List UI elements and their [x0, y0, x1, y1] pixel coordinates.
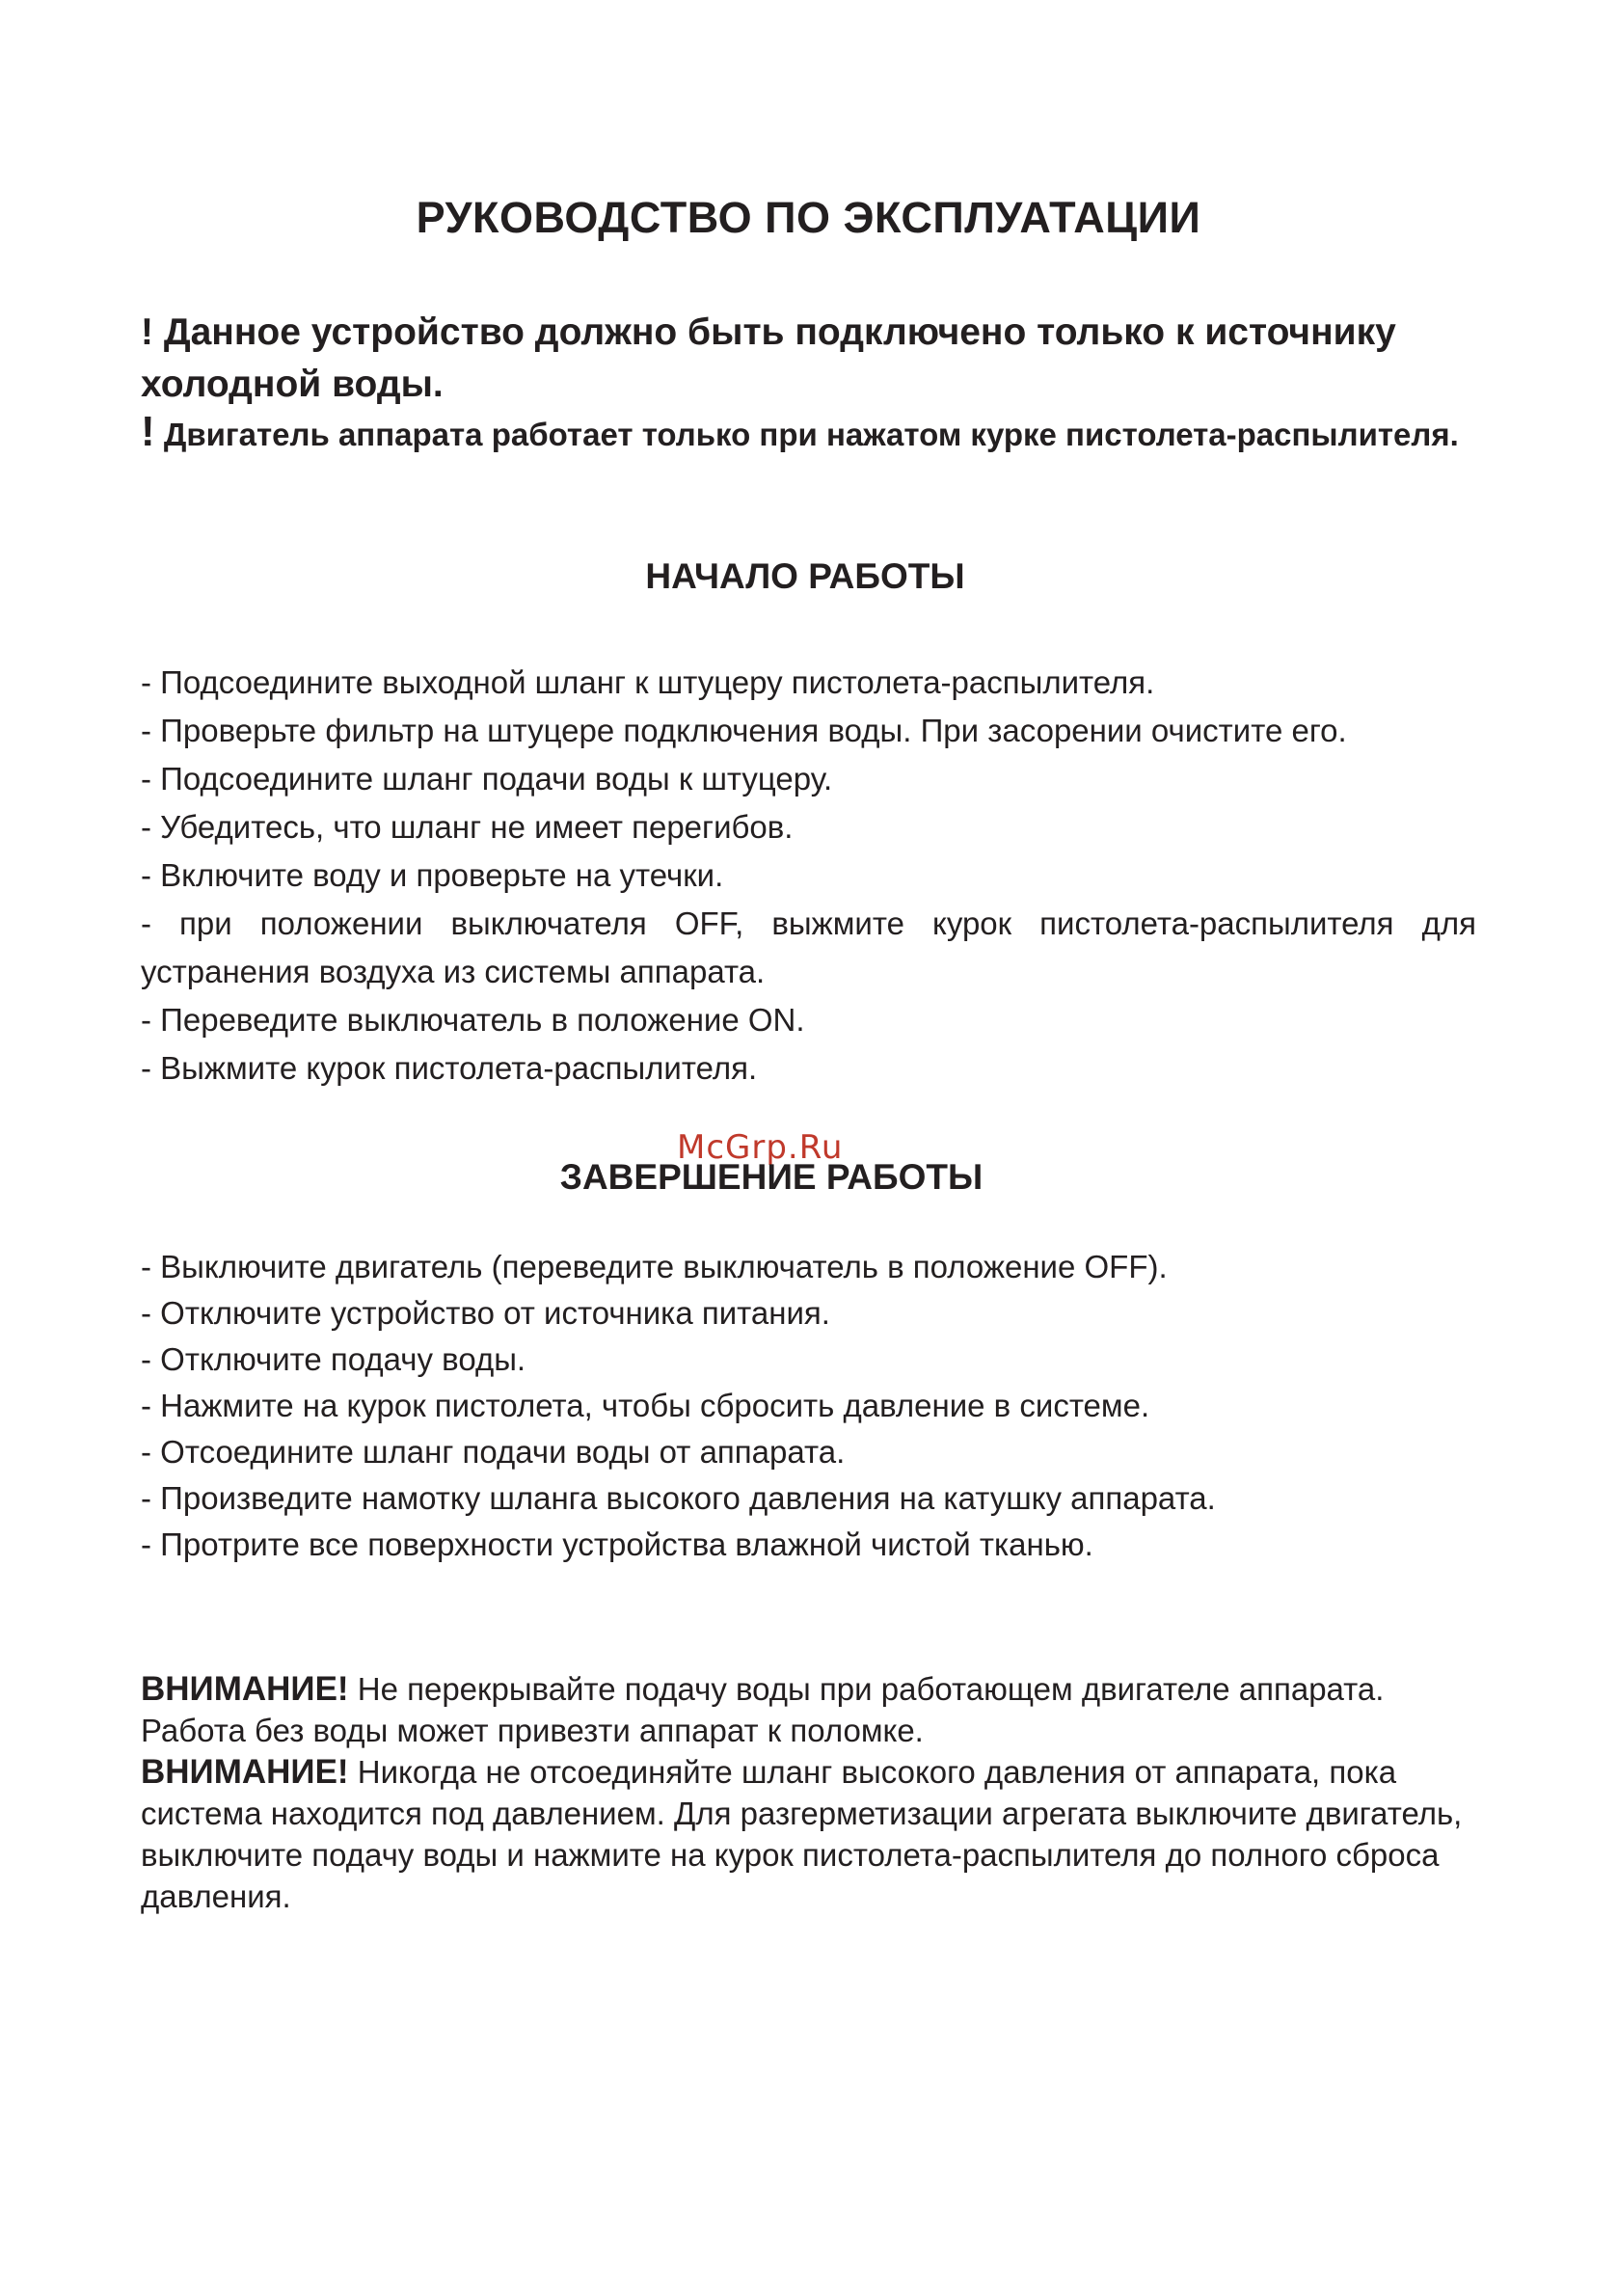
attention-notice: [141, 1751, 1491, 1917]
trigger-warning: [141, 408, 1510, 456]
end-steps-list: [141, 1244, 1476, 1568]
attention-label: ВНИМАНИЕ!: [141, 1753, 349, 1791]
warning-bang: !: [141, 408, 155, 455]
page-title: РУКОВОДСТВО ПО ЭКСПЛУАТАЦИИ: [416, 193, 1201, 242]
list-item: - Произведите намотку шланга высокого давления на катушку аппарата.: [141, 1480, 1216, 1516]
attention-label: ВНИМАНИЕ!: [141, 1670, 349, 1708]
list-item: - Переведите выключатель в положение ON.: [141, 1002, 805, 1038]
start-section-heading: НАЧАЛО РАБОТЫ: [645, 556, 965, 596]
list-item: - Отключите устройство от источника питания.: [141, 1295, 830, 1331]
warning-bang: !: [141, 311, 153, 353]
list-item: - Убедитесь, что шланг не имеет перегибов.: [141, 809, 794, 845]
list-item: - Включите воду и проверьте на утечки.: [141, 857, 724, 893]
list-item: - Отсоедините шланг подачи воды от аппарата.: [141, 1434, 846, 1470]
attention-text: Не перекрывайте подачу воды при работающем двигателе аппарата. Работа без воды может привезти аппарат к поломке.: [141, 1671, 1385, 1748]
list-item: - Выжмите курок пистолета-распылителя.: [141, 1050, 758, 1086]
attention-text: Никогда не отсоединяйте шланг высокого давления от аппарата, пока система находится под давлением. Для разгерметизации агрегата выключите двигатель, выключите подачу воды и нажмите на курок пистолета-распылителя до полного сброса давления.: [141, 1754, 1463, 1914]
attention-notice: [141, 1668, 1491, 1751]
list-item: - Подсоедините выходной шланг к штуцеру пистолета-распылителя.: [141, 664, 1155, 700]
cold-water-warning: [141, 307, 1510, 411]
cold-water-warning-text: Данное устройство должно быть подключено только к источнику холодной воды.: [141, 311, 1396, 405]
trigger-warning-text: Двигатель аппарата работает только при нажатом курке пистолета-распылителя.: [154, 417, 1459, 452]
watermark: McGrp.Ru: [677, 1128, 844, 1167]
list-item: - Протрите все поверхности устройства влажной чистой тканью.: [141, 1526, 1093, 1562]
list-item: - Отключите подачу воды.: [141, 1341, 526, 1377]
list-item: - Нажмите на курок пистолета, чтобы сбросить давление в системе.: [141, 1388, 1150, 1423]
list-item: - при положении выключателя OFF, выжмите курок пистолета-распылителя для устранения воздуха из системы аппарата.: [141, 905, 1476, 989]
end-section-heading: ЗАВЕРШЕНИЕ РАБОТЫ: [559, 1157, 984, 1197]
list-item: - Проверьте фильтр на штуцере подключения воды. При засорении очистите его.: [141, 713, 1347, 748]
list-item: - Выключите двигатель (переведите выключатель в положение OFF).: [141, 1249, 1168, 1284]
start-steps-list: [141, 659, 1476, 1093]
list-item: - Подсоедините шланг подачи воды к штуцеру.: [141, 761, 833, 797]
